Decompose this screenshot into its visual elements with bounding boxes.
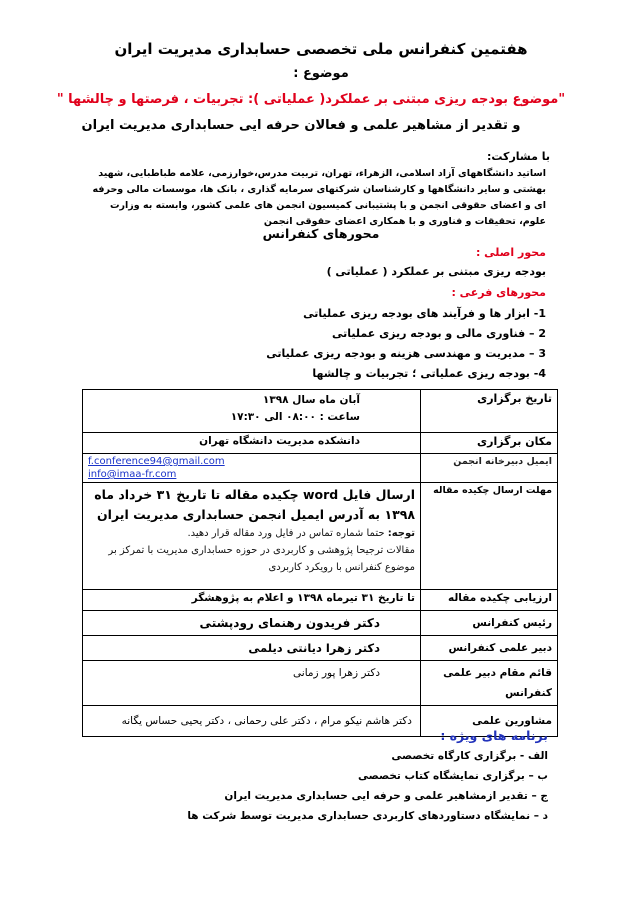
chair-label: رئیس کنفرانس <box>421 611 558 636</box>
table-row <box>83 590 558 611</box>
conference-topic: "موضوع بودجه ریزی مبتنی بر عملکرد( عملیاتی ): تجربیات ، فرصتها و چالشها " <box>56 92 566 107</box>
special-program-item: ج – تقدیر ازمشاهیر علمی و حرفه ایی حسابداری مدیریت ایران <box>224 790 548 802</box>
table-row <box>83 433 558 454</box>
deadline-cell <box>83 483 421 590</box>
review-deadline: تا تاریخ ۳۱ تیرماه ۱۳۹۸ و اعلام به پژوهشگر <box>83 590 421 611</box>
table-row <box>83 611 558 636</box>
special-programs-list <box>187 746 548 826</box>
sci-sec-label: دبیر علمی کنفرانس <box>421 636 558 661</box>
axes-title: محورهای کنفرانس <box>262 226 380 241</box>
sub-axis-item: 3 – مدیریت و مهندسی هزینه و بودجه ریزی عملیاتی <box>266 347 546 360</box>
topic-label: موضوع : <box>293 66 349 81</box>
conference-title: هفتمین کنفرانس ملی تخصصی حسابداری مدیریت ایران <box>114 40 528 58</box>
advisors-names: دکتر هاشم نیکو مرام ، دکتر علی رحمانی ، دکتر یحیی حساس یگانه <box>83 706 421 737</box>
date-cell <box>83 390 421 433</box>
conference-info-table <box>82 389 558 737</box>
email-link-2[interactable]: info@imaa-fr.com <box>88 469 177 480</box>
table-row <box>83 483 558 590</box>
date-line1: آبان ماه سال ۱۳۹۸ <box>262 394 360 406</box>
deadline-label: مهلت ارسال چکیده مقاله <box>421 483 558 590</box>
table-row <box>83 636 558 661</box>
deputy-label: قائم مقام دبیر علمی کنفرانس <box>421 661 558 706</box>
venue: دانشکده مدیریت دانشگاه تهران <box>83 433 421 454</box>
special-program-item: الف - برگزاری کارگاه تخصصی <box>391 750 548 762</box>
main-axis: بودجه ریزی مبتنی بر عملکرد ( عملیاتی ) <box>326 265 546 278</box>
email-label: ایمیل دبیرخانه انجمن <box>421 454 558 483</box>
sub-axis-item: 1- ابزار ها و فرآیند های بودجه ریزی عملیاتی <box>303 307 546 320</box>
note-label: توجه: <box>387 528 415 539</box>
date-line2: ساعت : ۰۸:۰۰ الی ۱۷:۳۰ <box>230 411 360 423</box>
review-label: ارزیابی چکیده مقاله <box>421 590 558 611</box>
advisors-label: مشاورین علمی <box>421 706 558 737</box>
sub-axis-item: 4- بودجه ریزی عملیاتی ؛ تجربیات و چالشها <box>312 367 546 380</box>
honor-line: و تقدیر از مشاهیر علمی و فعالان حرفه ایی حسابداری مدیریت ایران <box>81 118 521 133</box>
note-text: حتما شماره تماس در فایل ورد مقاله قرار دهید. <box>187 528 385 539</box>
preference-text: مقالات ترجیحا پژوهشی و کاربردی در حوزه حسابداری مدیریت با تمرکز بر موضوع کنفرانس با رویکرد کاربردی <box>108 545 415 573</box>
participation-body: اساتید دانشگاههای آزاد اسلامی، الزهراء، تهران، تربیت مدرس،خوارزمی، علامه طباطبایی، شهید بهشتی و سایر دانشگاهها و کارشناسان شرکتهای سرمایه گذاری ، بانک ها، موسسات مالی وحرفه ای و اعضای حقوقی انجمن و با پشتیبانی کمیسیون انجمن های علمی کشور، وابسته به وزارت علوم، تحقیقات و فناوری و با همکاری اعضای حقوقی انجمن <box>92 168 546 227</box>
sub-axes-label: محورهای فرعی : <box>451 286 546 299</box>
email-cell <box>83 454 421 483</box>
special-programs-title: برنامه های ویژه : <box>440 728 548 743</box>
sci-sec-name: دکتر زهرا دیانتی دیلمی <box>83 636 421 661</box>
venue-label: مکان برگزاری <box>421 433 558 454</box>
chair-name: دکتر فریدون رهنمای رودپشتی <box>83 611 421 636</box>
table-row <box>83 390 558 433</box>
sub-axes-list <box>266 304 546 384</box>
email-link-1[interactable]: f.conference94@gmail.com <box>88 456 225 467</box>
date-label: تاریخ برگزاری <box>421 390 558 433</box>
table-row <box>83 454 558 483</box>
participation-heading: با مشارکت: <box>487 150 550 163</box>
table-row <box>83 661 558 706</box>
main-axis-label: محور اصلی : <box>475 246 546 259</box>
special-program-item: د – نمایشگاه دستاوردهای کاربردی حسابداری مدیریت توسط شرکت ها <box>187 810 548 822</box>
special-program-item: ب – برگزاری نمایشگاه کتاب تخصصی <box>358 770 548 782</box>
deputy-name: دکتر زهرا پور زمانی <box>83 661 421 706</box>
deadline-text: ارسال فایل word چکیده مقاله تا تاریخ ۳۱ خرداد ماه ۱۳۹۸ به آدرس ایمیل انجمن حسابداری مدیریت ایران <box>94 487 415 522</box>
sub-axis-item: 2 – فناوری مالی و بودجه ریزی عملیاتی <box>332 327 546 340</box>
